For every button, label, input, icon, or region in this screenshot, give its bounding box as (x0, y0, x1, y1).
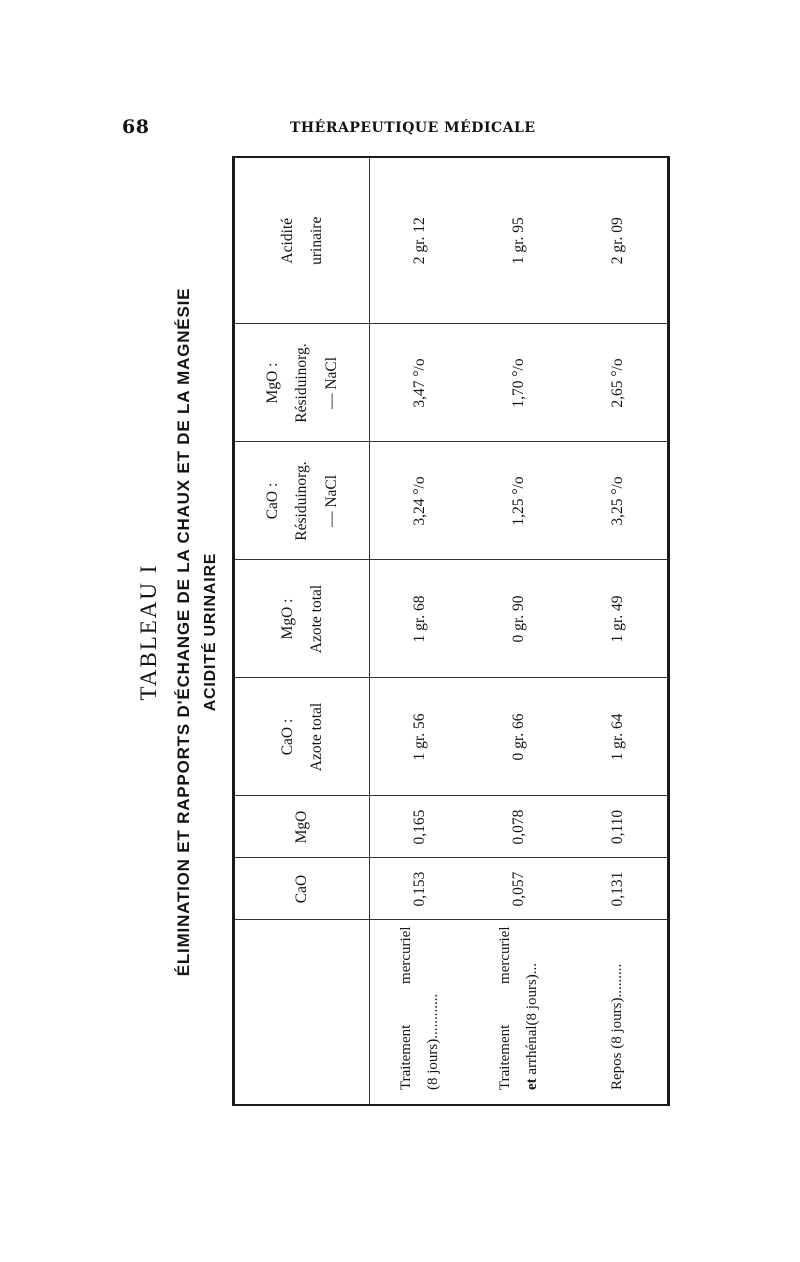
header-cao-residu-line3: — NaCl (322, 474, 340, 528)
row-label-word2: mercuriel (397, 926, 414, 984)
header-mgo-azote-line2: Azote total (308, 584, 325, 654)
header-mgo: MgO (234, 796, 370, 858)
header-mgo-azote (234, 560, 370, 678)
header-cao-azote-line2: Azote total (308, 702, 325, 772)
header-cao-residu-line1: CaO : (263, 482, 281, 520)
row-label-line2 (519, 927, 546, 1091)
cell-cao: 0,057 (469, 858, 568, 920)
cell-cao: 0,131 (568, 858, 669, 920)
table-row (469, 157, 568, 1105)
cell-cao-residu: 3,25 °/o (568, 442, 669, 560)
header-mgo-residu-line1: MgO : (263, 362, 281, 404)
header-cao-residu-line2: Résiduinorg. (293, 461, 311, 541)
header-acidite-line2: urinaire (308, 216, 325, 265)
header-row (234, 157, 370, 1105)
header-mgo-residu-line3: — NaCl (322, 356, 340, 410)
header-cao: CaO (234, 858, 370, 920)
tableau-label: TABLEAU I (136, 563, 161, 701)
cell-acidite: 2 gr. 12 (370, 157, 470, 324)
cell-mgo: 0,078 (469, 796, 568, 858)
cell-mgo: 0,165 (370, 796, 470, 858)
row-label-word1: Traitement (496, 1024, 513, 1090)
header-mgo-residu-line2: Résiduinorg. (293, 343, 311, 423)
table-row (370, 157, 470, 1105)
row-label-line2-rest: arrhénal(8 jours)... (523, 962, 540, 1079)
header-mgo-azote-line1: MgO : (278, 598, 296, 640)
row-label (370, 920, 470, 1105)
cell-mgo-residu: 2,65 °/o (568, 324, 669, 442)
cell-acidite: 2 gr. 09 (568, 157, 669, 324)
row-label (568, 920, 669, 1105)
cell-mgo-azote: 1 gr. 68 (370, 560, 470, 678)
cell-cao: 0,153 (370, 858, 470, 920)
header-acidite (234, 157, 370, 324)
row-label (469, 920, 568, 1105)
cell-cao-residu: 1,25 °/o (469, 442, 568, 560)
cell-mgo-residu: 1,70 °/o (469, 324, 568, 442)
table-title-line1: ÉLIMINATION ET RAPPORTS D'ÉCHANGE DE LA CHAUX ET DE LA MAGNÉSIE (174, 287, 193, 977)
table-row (568, 157, 669, 1105)
cell-mgo-azote: 1 gr. 49 (568, 560, 669, 678)
cell-cao-azote: 0 gr. 66 (469, 678, 568, 796)
data-table (232, 156, 670, 1106)
header-cao-residu (234, 442, 370, 560)
header-acidite-line1: Acidité (278, 217, 296, 264)
header-mgo-residu (234, 324, 370, 442)
rotated-table-block (130, 158, 668, 1106)
header-cao-azote (234, 678, 370, 796)
row-label-word1: Traitement (397, 1024, 414, 1090)
row-label-word2: mercuriel (496, 926, 513, 984)
cell-cao-azote: 1 gr. 56 (370, 678, 470, 796)
running-head: THÉRAPEUTIQUE MÉDICALE (290, 120, 536, 136)
header-cao-azote-line1: CaO : (278, 718, 296, 756)
cell-mgo-residu: 3,47 °/o (370, 324, 470, 442)
cell-cao-azote: 1 gr. 64 (568, 678, 669, 796)
cell-acidite: 1 gr. 95 (469, 157, 568, 324)
row-label-line1: Repos (8 jours)......... (609, 963, 625, 1090)
cell-mgo: 0,110 (568, 796, 669, 858)
row-label-bold-word: et (523, 1078, 540, 1090)
cell-mgo-azote: 0 gr. 90 (469, 560, 568, 678)
table-titles (130, 158, 230, 1106)
row-label-line2: (8 jours)............ (424, 993, 441, 1090)
header-empty (234, 920, 370, 1105)
page-number: 68 (122, 116, 150, 138)
table-title-line2: ACIDITÉ URINAIRE (202, 552, 219, 712)
cell-cao-residu: 3,24 °/o (370, 442, 470, 560)
